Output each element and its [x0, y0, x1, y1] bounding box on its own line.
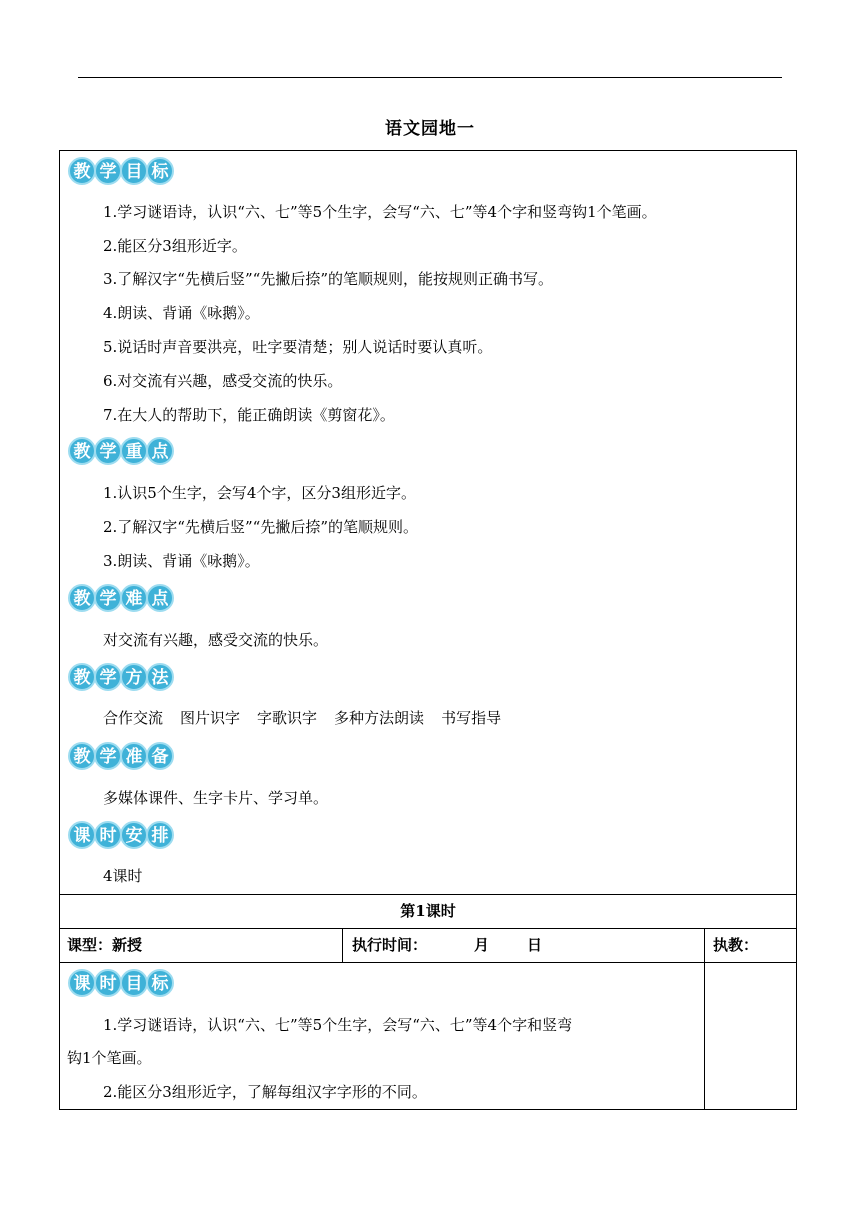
schedule-text: 4课时	[103, 867, 143, 885]
heading-badge: 难	[120, 584, 148, 612]
heading-badge: 排	[146, 821, 174, 849]
heading-badge: 教	[68, 663, 96, 691]
section-heading-preparation	[68, 742, 172, 776]
heading-badge: 目	[120, 157, 148, 185]
heading-badge: 目	[120, 969, 148, 997]
key-point-item: 3.朗读、背诵《咏鹅》。	[103, 552, 260, 570]
heading-badge: 安	[120, 821, 148, 849]
heading-badge: 点	[146, 437, 174, 465]
heading-badge: 点	[146, 584, 174, 612]
month-label: 月	[474, 936, 490, 954]
heading-badge: 教	[68, 157, 96, 185]
heading-badge: 教	[68, 742, 96, 770]
section-heading-lesson-goals	[68, 969, 172, 1003]
heading-badge: 准	[120, 742, 148, 770]
method-item: 书写指导	[441, 709, 502, 727]
goal-item: 2.能区分3组形近字。	[103, 237, 247, 255]
lesson-goal-item: 1.学习谜语诗，认识“六、七”等5个生字，会写“六、七”等4个字和竖弯	[103, 1016, 573, 1034]
row-divider-lesson-meta	[59, 928, 797, 929]
lesson-title: 第1课时	[400, 902, 456, 920]
goal-item: 4.朗读、背诵《咏鹅》。	[103, 304, 260, 322]
heading-badge: 备	[146, 742, 174, 770]
lesson-goal-item-continued: 钩1个笔画。	[67, 1049, 152, 1067]
header-rule	[78, 77, 782, 78]
document-title: 语文园地一	[385, 119, 475, 139]
section-heading-difficulties	[68, 584, 172, 618]
goal-item: 6.对交流有兴趣，感受交流的快乐。	[103, 372, 343, 390]
execution-time-label: 执行时间：	[352, 936, 428, 954]
method-item: 合作交流	[103, 709, 164, 727]
day-label: 日	[527, 936, 543, 954]
goal-item: 7.在大人的帮助下，能正确朗读《剪窗花》。	[103, 406, 395, 424]
teacher-label: 执教：	[713, 936, 759, 954]
heading-badge: 标	[146, 969, 174, 997]
methods-list	[103, 708, 518, 728]
heading-badge: 学	[94, 663, 122, 691]
method-item: 图片识字	[180, 709, 241, 727]
section-heading-key-points	[68, 437, 172, 471]
heading-badge: 学	[94, 437, 122, 465]
goal-item: 5.说话时声音要洪亮，吐字要清楚；别人说话时要认真听。	[103, 338, 493, 356]
section-heading-methods	[68, 663, 172, 697]
row-divider-lesson-title	[59, 894, 797, 895]
method-item: 多种方法朗读	[334, 709, 425, 727]
difficulty-text: 对交流有兴趣，感受交流的快乐。	[103, 631, 329, 649]
goal-item: 1.学习谜语诗，认识“六、七”等5个生字，会写“六、七”等4个字和竖弯钩1个笔画。	[103, 203, 657, 221]
lesson-type: 课型：新授	[67, 936, 143, 954]
method-item: 字歌识字	[257, 709, 318, 727]
heading-badge: 教	[68, 584, 96, 612]
section-heading-schedule	[68, 821, 172, 855]
key-point-item: 2.了解汉字“先横后竖”“先撇后捺”的笔顺规则。	[103, 518, 418, 536]
goal-item: 3.了解汉字“先横后竖”“先撇后捺”的笔顺规则，能按规则正确书写。	[103, 270, 553, 288]
row-divider-lesson-body	[59, 962, 797, 963]
heading-badge: 法	[146, 663, 174, 691]
heading-badge: 方	[120, 663, 148, 691]
heading-badge: 学	[94, 157, 122, 185]
key-point-item: 1.认识5个生字，会写4个字，区分3组形近字。	[103, 484, 416, 502]
heading-badge: 标	[146, 157, 174, 185]
heading-badge: 教	[68, 437, 96, 465]
heading-badge: 课	[68, 821, 96, 849]
heading-badge: 重	[120, 437, 148, 465]
heading-badge: 时	[94, 969, 122, 997]
preparation-text: 多媒体课件、生字卡片、学习单。	[103, 789, 329, 807]
heading-badge: 课	[68, 969, 96, 997]
col-divider-teacher	[704, 928, 705, 1110]
section-heading-goals	[68, 157, 172, 191]
col-divider-type	[342, 928, 343, 962]
heading-badge: 时	[94, 821, 122, 849]
heading-badge: 学	[94, 742, 122, 770]
lesson-goal-item: 2.能区分3组形近字，了解每组汉字字形的不同。	[103, 1083, 427, 1101]
heading-badge: 学	[94, 584, 122, 612]
